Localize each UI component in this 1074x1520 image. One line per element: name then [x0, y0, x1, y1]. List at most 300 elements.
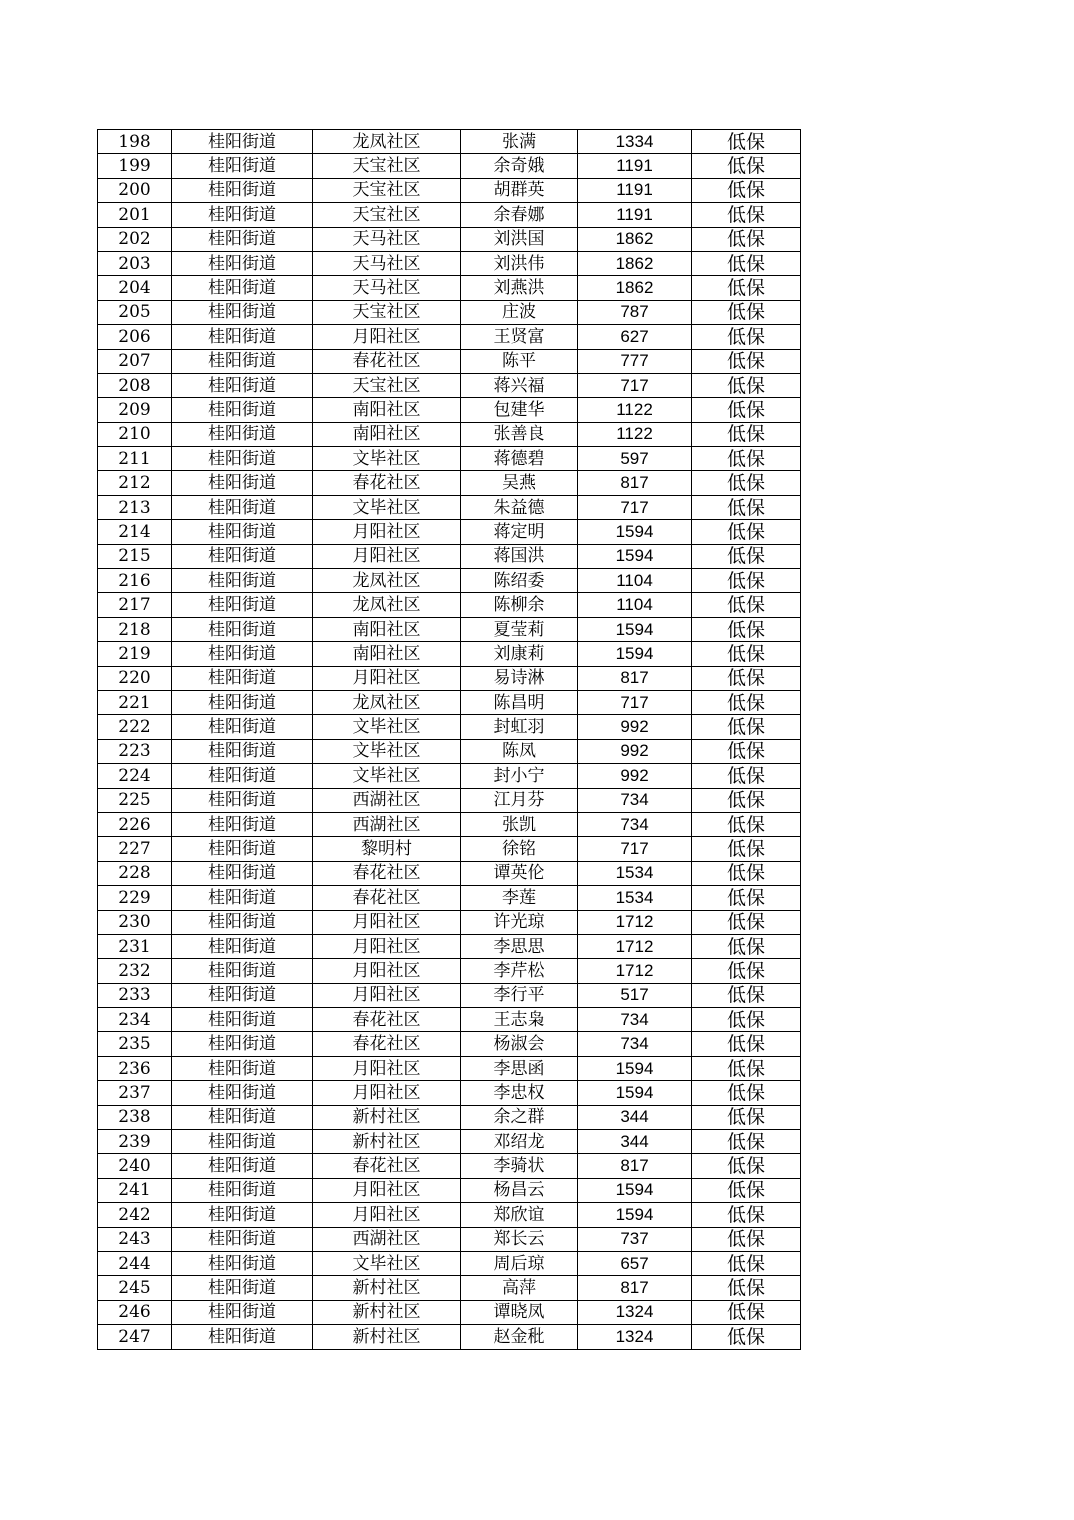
assistance-type-cell: 低保 [692, 617, 801, 641]
table-row [98, 130, 801, 154]
community-cell: 新村社区 [313, 1276, 461, 1300]
community-cell: 文毕社区 [313, 715, 461, 739]
street-cell: 桂阳街道 [172, 471, 313, 495]
amount-cell: 1534 [578, 861, 692, 885]
community-cell: 天宝社区 [313, 154, 461, 178]
amount-cell: 992 [578, 715, 692, 739]
street-cell: 桂阳街道 [172, 447, 313, 471]
amount-cell: 1862 [578, 227, 692, 251]
table-row [98, 1178, 801, 1202]
row-number-cell: 199 [98, 154, 172, 178]
community-cell: 春花社区 [313, 1032, 461, 1056]
amount-cell: 817 [578, 666, 692, 690]
amount-cell: 734 [578, 1032, 692, 1056]
amount-cell: 1594 [578, 617, 692, 641]
assistance-type-cell: 低保 [692, 471, 801, 495]
table-row [98, 447, 801, 471]
assistance-type-cell: 低保 [692, 666, 801, 690]
street-cell: 桂阳街道 [172, 1203, 313, 1227]
row-number-cell: 236 [98, 1056, 172, 1080]
amount-cell: 777 [578, 349, 692, 373]
row-number-cell: 217 [98, 593, 172, 617]
row-number-cell: 214 [98, 520, 172, 544]
street-cell: 桂阳街道 [172, 1032, 313, 1056]
street-cell: 桂阳街道 [172, 227, 313, 251]
street-cell: 桂阳街道 [172, 349, 313, 373]
person-name-cell: 郑欣谊 [461, 1203, 578, 1227]
table-row [98, 788, 801, 812]
table-row [98, 398, 801, 422]
community-cell: 天马社区 [313, 276, 461, 300]
amount-cell: 1712 [578, 910, 692, 934]
community-cell: 龙凤社区 [313, 593, 461, 617]
table-row [98, 203, 801, 227]
community-cell: 文毕社区 [313, 764, 461, 788]
community-cell: 月阳社区 [313, 544, 461, 568]
street-cell: 桂阳街道 [172, 642, 313, 666]
row-number-cell: 207 [98, 349, 172, 373]
amount-cell: 817 [578, 1276, 692, 1300]
table-row [98, 666, 801, 690]
table-row [98, 349, 801, 373]
assistance-type-cell: 低保 [692, 593, 801, 617]
community-cell: 文毕社区 [313, 1251, 461, 1275]
amount-cell: 1191 [578, 154, 692, 178]
community-cell: 月阳社区 [313, 666, 461, 690]
amount-cell: 1122 [578, 398, 692, 422]
person-name-cell: 余奇娥 [461, 154, 578, 178]
person-name-cell: 庄波 [461, 300, 578, 324]
person-name-cell: 陈平 [461, 349, 578, 373]
person-name-cell: 朱益德 [461, 495, 578, 519]
assistance-type-cell: 低保 [692, 715, 801, 739]
assistance-type-cell: 低保 [692, 569, 801, 593]
table-row [98, 1203, 801, 1227]
person-name-cell: 易诗淋 [461, 666, 578, 690]
assistance-type-cell: 低保 [692, 1154, 801, 1178]
row-number-cell: 204 [98, 276, 172, 300]
assistance-type-cell: 低保 [692, 983, 801, 1007]
person-name-cell: 胡群英 [461, 178, 578, 202]
row-number-cell: 223 [98, 739, 172, 763]
person-name-cell: 李忠权 [461, 1081, 578, 1105]
community-cell: 月阳社区 [313, 1203, 461, 1227]
row-number-cell: 221 [98, 690, 172, 714]
row-number-cell: 219 [98, 642, 172, 666]
person-name-cell: 封小宁 [461, 764, 578, 788]
community-cell: 龙凤社区 [313, 690, 461, 714]
community-cell: 月阳社区 [313, 325, 461, 349]
person-name-cell: 余之群 [461, 1105, 578, 1129]
assistance-type-cell: 低保 [692, 861, 801, 885]
person-name-cell: 赵金秕 [461, 1325, 578, 1349]
assistance-type-cell: 低保 [692, 910, 801, 934]
amount-cell: 992 [578, 739, 692, 763]
assistance-type-cell: 低保 [692, 1130, 801, 1154]
amount-cell: 1334 [578, 130, 692, 154]
table-row [98, 1105, 801, 1129]
street-cell: 桂阳街道 [172, 934, 313, 958]
person-name-cell: 王志枭 [461, 1008, 578, 1032]
table-row [98, 520, 801, 544]
assistance-type-cell: 低保 [692, 398, 801, 422]
street-cell: 桂阳街道 [172, 983, 313, 1007]
row-number-cell: 244 [98, 1251, 172, 1275]
table-row [98, 1154, 801, 1178]
amount-cell: 717 [578, 690, 692, 714]
table-row [98, 837, 801, 861]
table-row [98, 934, 801, 958]
person-name-cell: 刘燕洪 [461, 276, 578, 300]
street-cell: 桂阳街道 [172, 1056, 313, 1080]
person-name-cell: 李芹松 [461, 959, 578, 983]
table-row [98, 1032, 801, 1056]
street-cell: 桂阳街道 [172, 569, 313, 593]
person-name-cell: 江月芬 [461, 788, 578, 812]
amount-cell: 1594 [578, 520, 692, 544]
table-row [98, 715, 801, 739]
assistance-type-cell: 低保 [692, 544, 801, 568]
assistance-type-cell: 低保 [692, 447, 801, 471]
street-cell: 桂阳街道 [172, 373, 313, 397]
person-name-cell: 许光琼 [461, 910, 578, 934]
person-name-cell: 刘洪国 [461, 227, 578, 251]
row-number-cell: 238 [98, 1105, 172, 1129]
street-cell: 桂阳街道 [172, 617, 313, 641]
assistance-type-cell: 低保 [692, 1325, 801, 1349]
table-row [98, 1300, 801, 1324]
assistance-type-cell: 低保 [692, 422, 801, 446]
street-cell: 桂阳街道 [172, 1105, 313, 1129]
assistance-type-cell: 低保 [692, 203, 801, 227]
table-row [98, 544, 801, 568]
row-number-cell: 240 [98, 1154, 172, 1178]
person-name-cell: 余春娜 [461, 203, 578, 227]
street-cell: 桂阳街道 [172, 1178, 313, 1202]
table-row [98, 495, 801, 519]
person-name-cell: 包建华 [461, 398, 578, 422]
table-row [98, 325, 801, 349]
row-number-cell: 205 [98, 300, 172, 324]
amount-cell: 1104 [578, 569, 692, 593]
community-cell: 南阳社区 [313, 617, 461, 641]
row-number-cell: 226 [98, 812, 172, 836]
person-name-cell: 高萍 [461, 1276, 578, 1300]
table-row [98, 642, 801, 666]
assistance-type-cell: 低保 [692, 837, 801, 861]
person-name-cell: 王贤富 [461, 325, 578, 349]
community-cell: 月阳社区 [313, 1056, 461, 1080]
community-cell: 天宝社区 [313, 203, 461, 227]
street-cell: 桂阳街道 [172, 666, 313, 690]
community-cell: 月阳社区 [313, 910, 461, 934]
table-row [98, 422, 801, 446]
amount-cell: 517 [578, 983, 692, 1007]
row-number-cell: 211 [98, 447, 172, 471]
row-number-cell: 218 [98, 617, 172, 641]
table-row [98, 617, 801, 641]
assistance-type-cell: 低保 [692, 934, 801, 958]
amount-cell: 1594 [578, 642, 692, 666]
amount-cell: 1712 [578, 934, 692, 958]
table-row [98, 593, 801, 617]
table-row [98, 1056, 801, 1080]
person-name-cell: 杨昌云 [461, 1178, 578, 1202]
street-cell: 桂阳街道 [172, 715, 313, 739]
assistance-type-cell: 低保 [692, 690, 801, 714]
assistance-type-cell: 低保 [692, 739, 801, 763]
street-cell: 桂阳街道 [172, 300, 313, 324]
street-cell: 桂阳街道 [172, 1276, 313, 1300]
table-row [98, 569, 801, 593]
person-name-cell: 张满 [461, 130, 578, 154]
row-number-cell: 209 [98, 398, 172, 422]
community-cell: 新村社区 [313, 1130, 461, 1154]
assistance-type-cell: 低保 [692, 1203, 801, 1227]
row-number-cell: 203 [98, 251, 172, 275]
row-number-cell: 237 [98, 1081, 172, 1105]
community-cell: 新村社区 [313, 1325, 461, 1349]
community-cell: 南阳社区 [313, 398, 461, 422]
street-cell: 桂阳街道 [172, 739, 313, 763]
table-row [98, 861, 801, 885]
assistance-type-cell: 低保 [692, 1251, 801, 1275]
person-name-cell: 吴燕 [461, 471, 578, 495]
person-name-cell: 张凯 [461, 812, 578, 836]
person-name-cell: 郑长云 [461, 1227, 578, 1251]
row-number-cell: 210 [98, 422, 172, 446]
assistance-type-cell: 低保 [692, 349, 801, 373]
assistance-type-cell: 低保 [692, 1032, 801, 1056]
community-cell: 南阳社区 [313, 642, 461, 666]
street-cell: 桂阳街道 [172, 886, 313, 910]
amount-cell: 1594 [578, 544, 692, 568]
person-name-cell: 徐铭 [461, 837, 578, 861]
table-row [98, 471, 801, 495]
person-name-cell: 陈昌明 [461, 690, 578, 714]
table-row [98, 1008, 801, 1032]
community-cell: 黎明村 [313, 837, 461, 861]
amount-cell: 1594 [578, 1056, 692, 1080]
assistance-type-cell: 低保 [692, 1227, 801, 1251]
assistance-type-cell: 低保 [692, 788, 801, 812]
assistance-type-cell: 低保 [692, 227, 801, 251]
person-name-cell: 夏莹莉 [461, 617, 578, 641]
street-cell: 桂阳街道 [172, 276, 313, 300]
assistance-type-cell: 低保 [692, 251, 801, 275]
street-cell: 桂阳街道 [172, 1325, 313, 1349]
amount-cell: 344 [578, 1105, 692, 1129]
amount-cell: 717 [578, 495, 692, 519]
amount-cell: 1324 [578, 1300, 692, 1324]
community-cell: 新村社区 [313, 1300, 461, 1324]
table-row [98, 812, 801, 836]
person-name-cell: 陈凤 [461, 739, 578, 763]
community-cell: 天马社区 [313, 227, 461, 251]
community-cell: 文毕社区 [313, 447, 461, 471]
community-cell: 天马社区 [313, 251, 461, 275]
street-cell: 桂阳街道 [172, 325, 313, 349]
amount-cell: 1594 [578, 1203, 692, 1227]
community-cell: 天宝社区 [313, 373, 461, 397]
street-cell: 桂阳街道 [172, 178, 313, 202]
table-row [98, 959, 801, 983]
row-number-cell: 213 [98, 495, 172, 519]
person-name-cell: 刘洪伟 [461, 251, 578, 275]
street-cell: 桂阳街道 [172, 422, 313, 446]
community-cell: 文毕社区 [313, 495, 461, 519]
row-number-cell: 200 [98, 178, 172, 202]
assistance-type-cell: 低保 [692, 325, 801, 349]
assistance-type-cell: 低保 [692, 886, 801, 910]
table-row [98, 1276, 801, 1300]
row-number-cell: 231 [98, 934, 172, 958]
row-number-cell: 234 [98, 1008, 172, 1032]
street-cell: 桂阳街道 [172, 593, 313, 617]
assistance-type-cell: 低保 [692, 1300, 801, 1324]
table-row [98, 764, 801, 788]
person-name-cell: 蒋德碧 [461, 447, 578, 471]
table-row [98, 251, 801, 275]
row-number-cell: 215 [98, 544, 172, 568]
table-row [98, 886, 801, 910]
community-cell: 月阳社区 [313, 520, 461, 544]
street-cell: 桂阳街道 [172, 690, 313, 714]
community-cell: 文毕社区 [313, 739, 461, 763]
person-name-cell: 刘康莉 [461, 642, 578, 666]
community-cell: 月阳社区 [313, 1081, 461, 1105]
community-cell: 西湖社区 [313, 812, 461, 836]
assistance-type-cell: 低保 [692, 1178, 801, 1202]
amount-cell: 737 [578, 1227, 692, 1251]
community-cell: 春花社区 [313, 1008, 461, 1032]
street-cell: 桂阳街道 [172, 812, 313, 836]
amount-cell: 627 [578, 325, 692, 349]
row-number-cell: 247 [98, 1325, 172, 1349]
community-cell: 春花社区 [313, 349, 461, 373]
row-number-cell: 225 [98, 788, 172, 812]
amount-cell: 597 [578, 447, 692, 471]
row-number-cell: 245 [98, 1276, 172, 1300]
street-cell: 桂阳街道 [172, 764, 313, 788]
table-row [98, 1081, 801, 1105]
street-cell: 桂阳街道 [172, 910, 313, 934]
amount-cell: 787 [578, 300, 692, 324]
assistance-type-cell: 低保 [692, 520, 801, 544]
row-number-cell: 229 [98, 886, 172, 910]
table-row [98, 910, 801, 934]
row-number-cell: 198 [98, 130, 172, 154]
table-row [98, 276, 801, 300]
assistance-type-cell: 低保 [692, 154, 801, 178]
community-cell: 龙凤社区 [313, 569, 461, 593]
assistance-type-cell: 低保 [692, 764, 801, 788]
table-body [98, 130, 801, 1350]
assistance-type-cell: 低保 [692, 495, 801, 519]
community-cell: 天宝社区 [313, 178, 461, 202]
amount-cell: 1122 [578, 422, 692, 446]
community-cell: 龙凤社区 [313, 130, 461, 154]
row-number-cell: 235 [98, 1032, 172, 1056]
street-cell: 桂阳街道 [172, 520, 313, 544]
person-name-cell: 封虹羽 [461, 715, 578, 739]
amount-cell: 817 [578, 471, 692, 495]
table-row [98, 1130, 801, 1154]
row-number-cell: 230 [98, 910, 172, 934]
row-number-cell: 208 [98, 373, 172, 397]
amount-cell: 1862 [578, 251, 692, 275]
row-number-cell: 243 [98, 1227, 172, 1251]
row-number-cell: 242 [98, 1203, 172, 1227]
amount-cell: 734 [578, 788, 692, 812]
assistance-type-cell: 低保 [692, 1081, 801, 1105]
street-cell: 桂阳街道 [172, 1251, 313, 1275]
person-name-cell: 蒋国洪 [461, 544, 578, 568]
street-cell: 桂阳街道 [172, 398, 313, 422]
table-row [98, 373, 801, 397]
table-row [98, 739, 801, 763]
street-cell: 桂阳街道 [172, 251, 313, 275]
person-name-cell: 李莲 [461, 886, 578, 910]
amount-cell: 1594 [578, 1178, 692, 1202]
amount-cell: 734 [578, 812, 692, 836]
community-cell: 月阳社区 [313, 1178, 461, 1202]
person-name-cell: 谭晓凤 [461, 1300, 578, 1324]
assistance-type-cell: 低保 [692, 812, 801, 836]
table-row [98, 227, 801, 251]
amount-cell: 657 [578, 1251, 692, 1275]
assistance-type-cell: 低保 [692, 959, 801, 983]
amount-cell: 992 [578, 764, 692, 788]
assistance-type-cell: 低保 [692, 178, 801, 202]
row-number-cell: 227 [98, 837, 172, 861]
person-name-cell: 蒋定明 [461, 520, 578, 544]
street-cell: 桂阳街道 [172, 788, 313, 812]
assistance-type-cell: 低保 [692, 1008, 801, 1032]
person-name-cell: 周后琼 [461, 1251, 578, 1275]
community-cell: 春花社区 [313, 1154, 461, 1178]
table-row [98, 154, 801, 178]
amount-cell: 734 [578, 1008, 692, 1032]
person-name-cell: 杨淑会 [461, 1032, 578, 1056]
amount-cell: 1712 [578, 959, 692, 983]
community-cell: 月阳社区 [313, 959, 461, 983]
amount-cell: 1862 [578, 276, 692, 300]
row-number-cell: 202 [98, 227, 172, 251]
street-cell: 桂阳街道 [172, 1300, 313, 1324]
street-cell: 桂阳街道 [172, 1227, 313, 1251]
person-name-cell: 邓绍龙 [461, 1130, 578, 1154]
amount-cell: 1191 [578, 178, 692, 202]
row-number-cell: 212 [98, 471, 172, 495]
community-cell: 春花社区 [313, 886, 461, 910]
table-row [98, 983, 801, 1007]
row-number-cell: 246 [98, 1300, 172, 1324]
person-name-cell: 陈柳余 [461, 593, 578, 617]
assistance-type-cell: 低保 [692, 130, 801, 154]
street-cell: 桂阳街道 [172, 154, 313, 178]
community-cell: 南阳社区 [313, 422, 461, 446]
community-cell: 月阳社区 [313, 983, 461, 1007]
amount-cell: 1594 [578, 1081, 692, 1105]
table-row [98, 1251, 801, 1275]
row-number-cell: 201 [98, 203, 172, 227]
table-row [98, 300, 801, 324]
amount-cell: 717 [578, 373, 692, 397]
amount-cell: 1534 [578, 886, 692, 910]
street-cell: 桂阳街道 [172, 544, 313, 568]
person-name-cell: 李思思 [461, 934, 578, 958]
